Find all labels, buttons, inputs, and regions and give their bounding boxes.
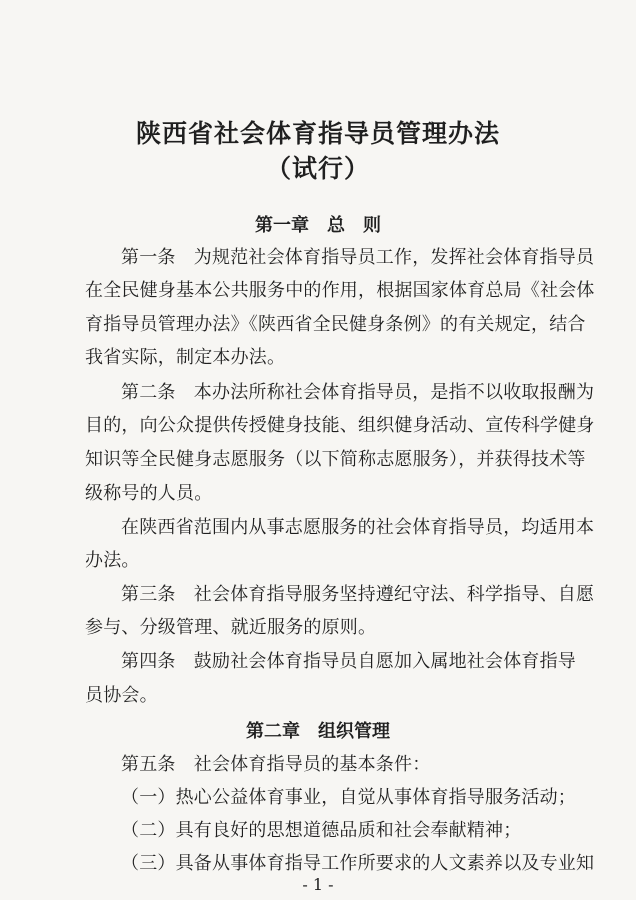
chapter-heading: 第二章 组织管理	[246, 721, 390, 742]
article-line: 育指导员管理办法》《陕西省全民健身条例》的有关规定，结合	[85, 314, 586, 335]
article-line: 参与、分级管理、就近服务的原则。	[85, 617, 377, 638]
article-line: 在全民健身基本公共服务中的作用，根据国家体育总局《社会体	[85, 280, 595, 301]
document-subtitle: （试行）	[265, 154, 370, 183]
article-line: 级称号的人员。	[85, 483, 213, 504]
article-line: 第三条 社会体育指导服务坚持遵纪守法、科学指导、自愿	[121, 584, 595, 605]
article-line: 第一条 为规范社会体育指导员工作，发挥社会体育指导员	[121, 247, 595, 268]
article-line: （二）具有良好的思想道德品质和社会奉献精神；	[121, 820, 522, 841]
chapter-heading: 第一章 总 则	[255, 215, 381, 236]
article-line: 目的，向公众提供传授健身技能、组织健身活动、宣传科学健身	[85, 415, 595, 436]
page-number: - 1 -	[302, 875, 334, 894]
article-line: 我省实际，制定本办法。	[85, 347, 286, 368]
article-line: 员协会。	[85, 685, 158, 706]
article-line: 第四条 鼓励社会体育指导员自愿加入属地社会体育指导	[121, 651, 576, 672]
document-title: 陕西省社会体育指导员管理办法	[135, 119, 500, 148]
article-line: 第五条 社会体育指导员的基本条件：	[121, 754, 431, 775]
article-line: 办法。	[85, 550, 140, 571]
article-line: （三）具备从事体育指导工作所要求的人文素养以及专业知	[121, 853, 595, 874]
article-line: 在陕西省范围内从事志愿服务的社会体育指导员，均适用本	[121, 517, 595, 538]
article-line: 知识等全民健身志愿服务（以下简称志愿服务），并获得技术等	[85, 449, 586, 470]
article-line: （一）热心公益体育事业，自觉从事体育指导服务活动；	[121, 787, 576, 808]
article-line: 第二条 本办法所称社会体育指导员，是指不以收取报酬为	[121, 382, 595, 403]
